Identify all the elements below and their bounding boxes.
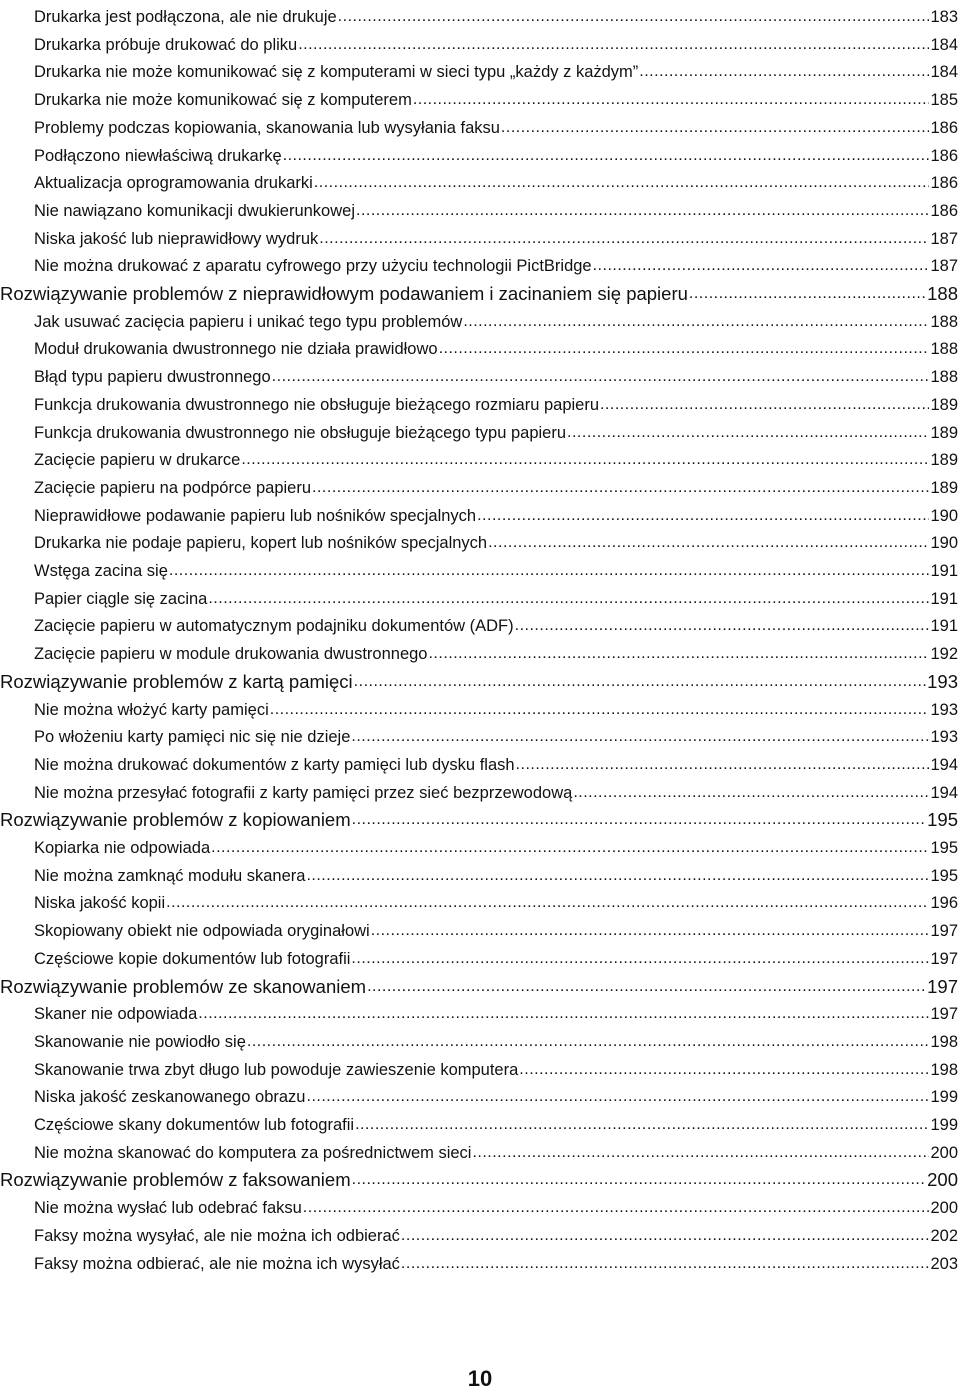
toc-entry-title: Podłączono niewłaściwą drukarkę (34, 146, 282, 165)
toc-entry-title: Drukarka nie podaje papieru, kopert lub nośników specjalnych (34, 534, 488, 553)
toc-entry-page: 193 (927, 670, 958, 692)
toc-entry-page: 197 (930, 922, 958, 941)
toc-entry-title: Po włożeniu karty pamięci nic się nie dzieje (34, 728, 351, 747)
dot-leader (351, 948, 929, 970)
toc-entry-page: 200 (927, 1169, 958, 1191)
toc-entry-title: Drukarka nie może komunikować się z komputerem (34, 91, 412, 110)
toc-entry-page: 188 (930, 340, 958, 359)
toc-entry-title: Rozwiązywanie problemów ze skanowaniem (0, 975, 367, 997)
toc-entry-title: Zacięcie papieru w drukarce (34, 451, 241, 470)
toc-entry-page: 188 (927, 283, 958, 304)
toc-entry-title: Nie można włożyć karty pamięci (34, 700, 269, 719)
dot-leader (515, 615, 930, 637)
toc-entry-page: 191 (930, 562, 958, 580)
toc-section-entry[interactable] (0, 1165, 958, 1191)
dot-leader (338, 6, 930, 28)
toc-entry-page: 186 (930, 174, 958, 193)
toc-entry-page: 189 (930, 395, 958, 414)
toc-entry-title: Faksy można wysyłać, ale nie można ich odbierać (34, 1226, 400, 1245)
toc-entry-title: Nie można zamknąć modułu skanera (34, 866, 306, 885)
dot-leader (472, 1142, 929, 1164)
dot-leader (356, 200, 929, 222)
dot-leader (428, 643, 929, 665)
dot-leader (401, 1253, 930, 1275)
dot-leader (241, 449, 929, 471)
toc-entry-title: Niska jakość lub nieprawidłowy wydruk (34, 229, 319, 248)
toc-entry[interactable] (34, 224, 958, 250)
toc-entry-page: 195 (927, 809, 958, 831)
dot-leader (593, 255, 930, 277)
toc-entry[interactable] (34, 584, 958, 610)
toc-entry[interactable] (34, 999, 958, 1025)
toc-entry-title: Nieprawidłowe podawanie papieru lub nośników specjalnych (34, 506, 477, 525)
toc-section-entry[interactable] (0, 279, 958, 305)
toc-entry-title: Faksy można odbierać, ale nie można ich wysyłać (34, 1254, 400, 1273)
dot-leader (367, 976, 926, 998)
toc-entry[interactable] (34, 778, 958, 804)
toc-entry-title: Kopiarka nie odpowiada (34, 839, 211, 857)
toc-entry-title: Rozwiązywanie problemów z kopiowaniem (0, 809, 351, 831)
toc-entry-title: Skopiowany obiekt nie odpowiada oryginałowi (34, 922, 370, 941)
dot-leader (283, 145, 930, 167)
dot-leader (477, 505, 929, 527)
toc-entry[interactable] (34, 1082, 958, 1108)
toc-entry[interactable] (34, 2, 958, 28)
toc-entry-title: Drukarka jest podłączona, ale nie drukuje (34, 8, 337, 26)
toc-entry-page: 200 (930, 1199, 958, 1218)
toc-entry[interactable] (34, 556, 958, 582)
toc-entry-page: 197 (930, 949, 958, 968)
dot-leader (198, 1003, 929, 1025)
toc-entry[interactable] (34, 390, 958, 416)
toc-entry-title: Skanowanie nie powiodło się (34, 1032, 246, 1051)
toc-entry-page: 193 (930, 728, 958, 747)
toc-entry-title: Częściowe skany dokumentów lub fotografii (34, 1116, 355, 1134)
toc-entry[interactable] (34, 611, 958, 637)
toc-entry-page: 187 (930, 257, 958, 276)
toc-entry-page: 195 (930, 839, 958, 857)
toc-entry[interactable] (34, 1027, 958, 1053)
dot-leader (303, 1197, 930, 1219)
dot-leader (319, 228, 929, 250)
toc-entry-page: 197 (927, 975, 958, 997)
dot-leader (573, 782, 929, 804)
toc-entry-page: 186 (930, 118, 958, 137)
toc-entry[interactable] (34, 1193, 958, 1219)
toc-entry-title: Moduł drukowania dwustronnego nie działa prawidłowo (34, 340, 438, 359)
dot-leader (351, 726, 929, 748)
toc-entry-page: 196 (930, 894, 958, 913)
toc-entry-title: Błąd typu papieru dwustronnego (34, 368, 271, 387)
dot-leader (169, 560, 930, 582)
toc-entry-title: Niska jakość zeskanowanego obrazu (34, 1088, 306, 1107)
dot-leader (639, 61, 929, 83)
toc-entry-title: Funkcja drukowania dwustronnego nie obsługuje bieżącego typu papieru (34, 423, 567, 442)
dot-leader (247, 1031, 930, 1053)
dot-leader (516, 754, 930, 776)
toc-entry-title: Nie można wysłać lub odebrać faksu (34, 1199, 302, 1218)
dot-leader (270, 699, 930, 721)
dot-leader (439, 338, 930, 360)
toc-entry-title: Aktualizacja oprogramowania drukarki (34, 174, 313, 193)
toc-entry-title: Nie można drukować z aparatu cyfrowego przy użyciu technologii PictBridge (34, 257, 592, 276)
dot-leader (567, 422, 929, 444)
toc-entry[interactable] (34, 750, 958, 776)
dot-leader (371, 920, 930, 942)
toc-section-entry[interactable] (0, 805, 958, 831)
dot-leader (352, 809, 927, 831)
toc-entry-title: Zacięcie papieru na podpórce papieru (34, 478, 312, 497)
toc-entry-page: 199 (930, 1116, 958, 1134)
dot-leader (306, 865, 929, 887)
toc-entry-title: Nie nawiązano komunikacji dwukierunkowej (34, 201, 355, 220)
toc-entry[interactable] (34, 30, 958, 56)
toc-entry-page: 191 (930, 589, 958, 608)
toc-entry-title: Skanowanie trwa zbyt długo lub powoduje zawieszenie komputera (34, 1060, 519, 1079)
toc-entry[interactable] (34, 1055, 958, 1081)
dot-leader (307, 1086, 930, 1108)
toc-entry-page: 184 (930, 63, 958, 82)
toc-entry-title: Drukarka nie może komunikować się z komputerami w sieci typu „każdy z każdym” (34, 63, 639, 82)
toc-entry[interactable] (34, 1138, 958, 1164)
dot-leader (354, 671, 926, 693)
dot-leader (401, 1225, 930, 1247)
toc-section-entry[interactable] (0, 972, 958, 998)
toc-entry[interactable] (34, 1249, 958, 1275)
dot-leader (600, 394, 929, 416)
dot-leader (463, 311, 929, 333)
toc-entry-title: Rozwiązywanie problemów z faksowaniem (0, 1169, 351, 1191)
toc-entry-title: Nie można przesyłać fotografii z karty pamięci przez sieć bezprzewodową (34, 783, 573, 802)
toc-section-entry[interactable] (0, 667, 958, 693)
dot-leader (355, 1114, 929, 1136)
toc-entry[interactable] (34, 722, 958, 748)
toc-entry-page: 185 (930, 91, 958, 110)
dot-leader (488, 532, 929, 554)
toc-entry-page: 199 (930, 1088, 958, 1107)
toc-entry[interactable] (34, 57, 958, 83)
toc-entry-title: Częściowe kopie dokumentów lub fotografii (34, 949, 351, 968)
toc-entry-title: Funkcja drukowania dwustronnego nie obsługuje bieżącego rozmiaru papieru (34, 395, 600, 414)
toc-entry[interactable] (34, 85, 958, 111)
toc-entry-page: 188 (930, 368, 958, 387)
toc-entry-page: 194 (930, 755, 958, 774)
toc-entry-page: 184 (930, 35, 958, 54)
toc-entry-page: 197 (930, 1005, 958, 1024)
toc-entry-page: 192 (930, 645, 958, 664)
toc-entry-page: 190 (930, 506, 958, 525)
toc-entry[interactable] (34, 916, 958, 942)
toc-entry-page: 191 (930, 617, 958, 636)
toc-entry[interactable] (34, 861, 958, 887)
toc-entry-page: 195 (930, 866, 958, 885)
toc-entry-page: 198 (930, 1032, 958, 1051)
toc-entry[interactable] (34, 695, 958, 721)
toc-entry-page: 189 (930, 451, 958, 470)
toc-entry[interactable] (34, 113, 958, 139)
toc-entry-page: 186 (930, 146, 958, 165)
dot-leader (314, 172, 930, 194)
dot-leader (413, 89, 930, 111)
toc-entry-title: Nie można skanować do komputera za pośrednictwem sieci (34, 1143, 472, 1162)
dot-leader (166, 892, 929, 914)
toc-entry-page: 193 (930, 700, 958, 719)
toc-entry-page: 198 (930, 1060, 958, 1079)
dot-leader (298, 34, 929, 56)
toc-entry-title: Problemy podczas kopiowania, skanowania lub wysyłania faksu (34, 118, 500, 137)
toc-entry[interactable] (34, 833, 958, 859)
toc-entry-title: Rozwiązywanie problemów z nieprawidłowym podawaniem i zacinaniem się papieru (0, 283, 688, 304)
toc-entry-page: 200 (930, 1143, 958, 1162)
dot-leader (352, 1169, 927, 1191)
toc-entry[interactable] (34, 473, 958, 499)
toc-entry-page: 189 (930, 423, 958, 442)
toc-entry[interactable] (34, 141, 958, 167)
dot-leader (272, 366, 930, 388)
dot-leader (211, 837, 929, 859)
toc-entry-title: Papier ciągle się zacina (34, 589, 208, 608)
toc-entry[interactable] (34, 528, 958, 554)
toc-entry-title: Jak usuwać zacięcia papieru i unikać tego typu problemów (34, 312, 463, 331)
toc-entry-title: Wstęga zacina się (34, 562, 168, 580)
toc-entry[interactable] (34, 168, 958, 194)
toc-entry-page: 186 (930, 201, 958, 220)
dot-leader (208, 588, 929, 610)
dot-leader (689, 283, 926, 305)
page-number: 10 (467, 1366, 493, 1391)
toc-entry[interactable] (34, 944, 958, 970)
dot-leader (312, 477, 929, 499)
toc-entry[interactable] (34, 362, 958, 388)
toc-entry[interactable] (34, 307, 958, 333)
toc-entry-title: Rozwiązywanie problemów z kartą pamięci (0, 670, 353, 692)
toc-entry-page: 190 (930, 534, 958, 553)
toc-entry-page: 183 (930, 8, 958, 26)
toc-entry-page: 188 (930, 312, 958, 331)
toc-entry-title: Skaner nie odpowiada (34, 1005, 198, 1024)
toc-entry-page: 202 (930, 1226, 958, 1245)
toc-entry-title: Zacięcie papieru w module drukowania dwustronnego (34, 645, 428, 664)
toc-entry[interactable] (34, 196, 958, 222)
toc-entry[interactable] (34, 1221, 958, 1247)
toc-entry[interactable] (34, 418, 958, 444)
toc-entry-title: Niska jakość kopii (34, 894, 166, 913)
toc-entry-page: 203 (930, 1254, 958, 1273)
toc-entry-page: 194 (930, 783, 958, 802)
toc-entry[interactable] (34, 888, 958, 914)
toc-entry[interactable] (34, 445, 958, 471)
toc-entry[interactable] (34, 334, 958, 360)
toc-entry-page: 189 (930, 478, 958, 497)
toc-entry[interactable] (34, 1110, 958, 1136)
toc-entry-title: Drukarka próbuje drukować do pliku (34, 35, 298, 54)
dot-leader (519, 1059, 929, 1081)
toc-entry-page: 187 (930, 229, 958, 248)
dot-leader (501, 117, 930, 139)
toc-entry-title: Nie można drukować dokumentów z karty pamięci lub dysku flash (34, 755, 515, 774)
toc-entry[interactable] (34, 501, 958, 527)
toc-entry-title: Zacięcie papieru w automatycznym podajniku dokumentów (ADF) (34, 617, 514, 636)
toc-entry[interactable] (34, 639, 958, 665)
toc-entry[interactable] (34, 251, 958, 277)
